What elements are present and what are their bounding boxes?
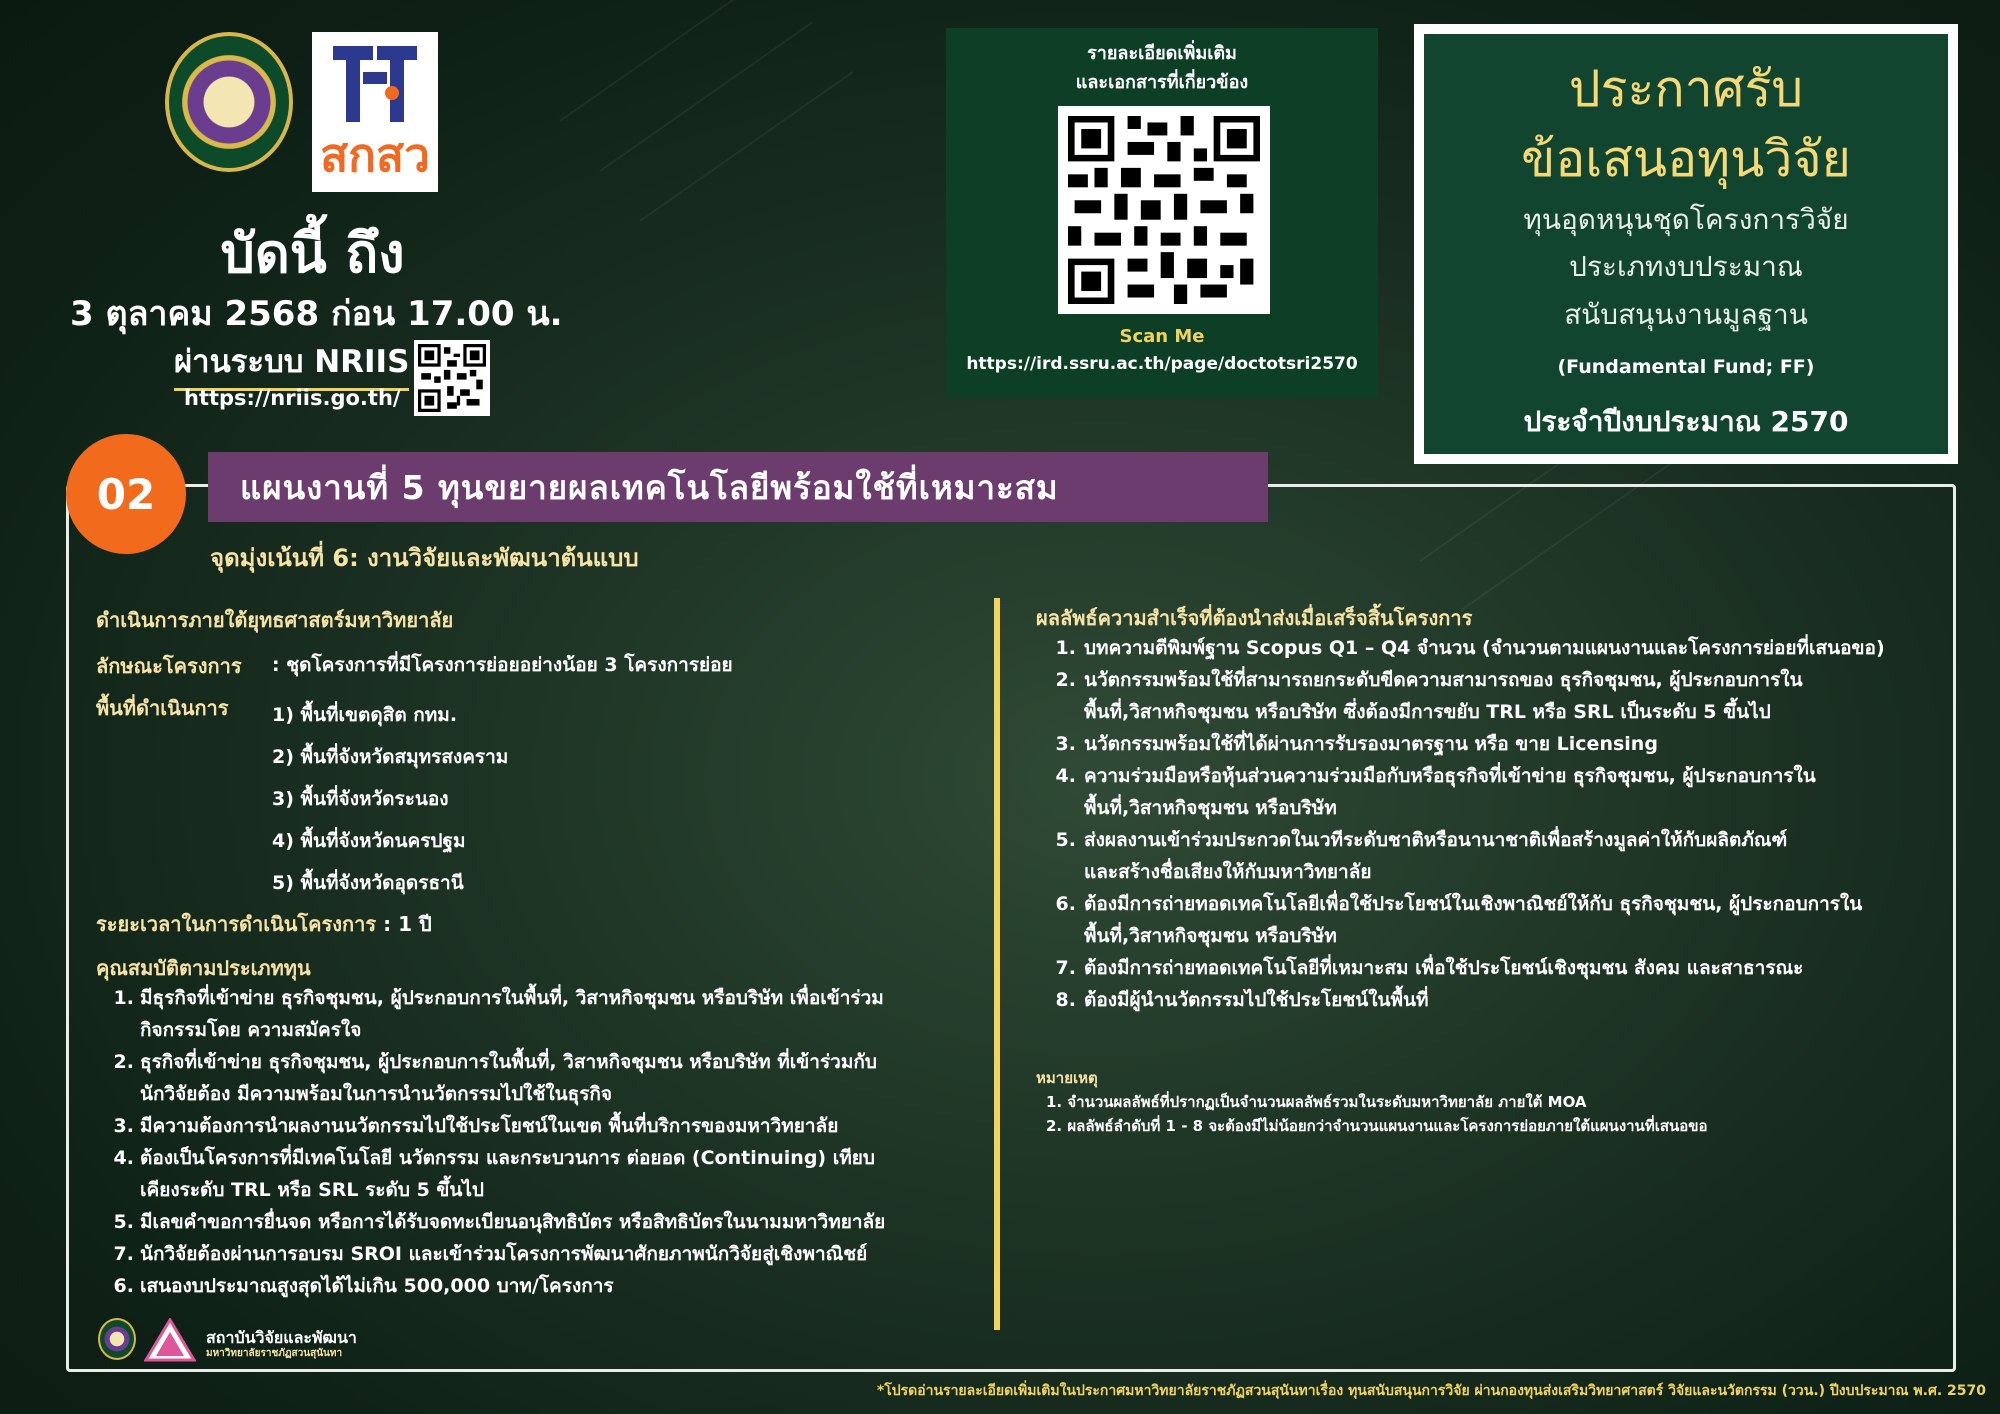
duration-label: ระยะเวลาในการดำเนินโครงการ [96,912,377,936]
deadline-date: 3 ตุลาคม 2568 ก่อน 17.00 น. [70,294,563,334]
list-item [96,1142,986,1206]
details-qr-code[interactable] [1058,106,1270,314]
list-item [1036,760,1948,824]
list-item [1036,664,1948,728]
duration-value: : 1 ปี [383,912,432,936]
item-line: มีความต้องการนำผลงานนวัตกรรมไปใช้ประโยชน์ในเขต พื้นที่บริการของมหาวิทยาลัย [140,1115,839,1137]
item-line: ส่งผลงานเข้าร่วมประกวดในเวทีระดับชาติหรือนานาชาติเพื่อสร้างมูลค่าให้กับผลิตภัณฑ์ [1084,829,1788,851]
footnote: *โปรดอ่านรายละเอียดเพิ่มเติมในประกาศมหาวิทยาลัยราชภัฏสวนสุนันทาเรื่อง ทุนสนับสนุนการวิจัย ผ่านกองทุนส่งเสริมวิทยาศาสตร์ วิจัยและนวัตกรรม (ววน.) ปีงบประมาณ พ.ศ. 2570 [876,1383,1986,1399]
list-item [96,1110,986,1142]
item-line: บทความตีพิมพ์ฐาน Scopus Q1 – Q4 จำนวน (จำนวนตามแผนงานและโครงการย่อยที่เสนอขอ) [1084,637,1885,659]
announcement-title-2: ข้อเสนอทุนวิจัย [1521,130,1851,188]
details-url-link[interactable]: https://ird.ssru.ac.th/page/doctotsri2570 [966,354,1358,374]
item-number: 6. [1055,893,1076,915]
scan-me-label: Scan Me [1119,326,1205,347]
fund-name: (Fundamental Fund; FF) [1557,356,1815,379]
list-item: 4) พื้นที่จังหวัดนครปฐม [272,830,466,852]
university-seal-logo [165,32,293,172]
item-number: 3. [113,1115,134,1137]
item-line: เคียงระดับ TRL หรือ SRL ระดับ 5 ขึ้นไป [140,1179,484,1201]
list-item: 3) พื้นที่จังหวัดระนอง [272,788,449,810]
background-stripe [559,0,773,122]
item-number: 4. [1055,765,1076,787]
item-line: ต้องมีการถ่ายทอดเทคโนโลยีที่เหมาะสม เพื่อใช้ประโยชน์เชิงชุมชน สังคม และสาธารณะ [1084,957,1804,979]
note-heading: หมายเหตุ [1036,1069,1098,1087]
item-line: นวัตกรรมพร้อมใช้ที่ได้ผ่านการรับรองมาตรฐาน หรือ ขาย Licensing [1084,733,1658,755]
triangle-logo-icon [144,1318,196,1362]
plan-title: แผนงานที่ 5 ทุนขยายผลเทคโนโลยีพร้อมใช้ที่เหมาะสม [208,452,1268,522]
item-line: ธุรกิจที่เข้าข่าย ธุรกิจชุมชน, ผู้ประกอบการในพื้นที่, วิสาหกิจชุมชน หรือบริษัท ที่เข้าร่วมกับ [140,1051,877,1073]
area-list [272,694,508,904]
item-line: ต้องมีผู้นำนวัตกรรมไปใช้ประโยชน์ในพื้นที่ [1084,989,1429,1011]
item-number: 6. [113,1275,134,1297]
item-line: นวัตกรรมพร้อมใช้ที่สามารถยกระดับขีดความสามารถของ ธุรกิจชุมชน, ผู้ประกอบการใน [1084,669,1803,691]
tsri-logo-text: สกสว [320,128,430,182]
strategy-heading: ดำเนินการภายใต้ยุทธศาสตร์มหาวิทยาลัย [96,608,454,632]
duration [96,908,432,940]
qualifications-list [96,982,986,1302]
project-type-label: ลักษณะโครงการ [96,654,242,678]
list-item [96,1046,986,1110]
announcement-sub-1: ทุนอุดหนุนชุดโครงการวิจัย [1523,203,1849,236]
list-item [1036,952,1948,984]
list-item [96,1238,986,1270]
list-item [96,1270,986,1302]
item-line: และสร้างชื่อเสียงให้กับมหาวิทยาลัย [1084,861,1372,883]
nriis-label: ผ่านระบบ NRIIS [174,336,409,391]
deadline-title: บัดนี้ ถึง [220,222,405,285]
list-item [1036,824,1948,888]
item-number: 7. [1055,957,1076,979]
item-number: 3. [1055,733,1076,755]
list-item: 1) พื้นที่เขตดุสิต กทม. [272,704,458,726]
list-item: 2) พื้นที่จังหวัดสมุทรสงคราม [272,746,509,768]
list-item [96,1206,986,1238]
item-number: 2. [1055,669,1076,691]
item-line: ต้องเป็นโครงการที่มีเทคโนโลยี นวัตกรรม และกระบวนการ ต่อยอด (Continuing) เทียบ [140,1147,875,1169]
list-item [96,982,986,1046]
details-qr-panel [946,28,1378,398]
announcement-box [1414,24,1958,464]
item-line: กิจกรรมโดย ความสมัครใจ [140,1019,362,1041]
item-number: 5. [113,1211,134,1233]
university-seal-logo-small [98,1318,136,1360]
item-line: เสนองบประมาณสูงสุดได้ไม่เกิน 500,000 บาท/โครงการ [140,1275,614,1297]
list-item [1036,632,1948,664]
column-divider [994,598,1000,1330]
announcement-title-1: ประกาศรับ [1568,60,1804,118]
fiscal-year: ประจำปีงบประมาณ 2570 [1523,405,1849,439]
nriis-url-link[interactable]: https://nriis.go.th/ [184,386,401,410]
tsri-mark-icon [333,42,417,126]
tsri-logo [312,32,438,192]
announcement-sub-3: สนับสนุนงานมูลฐาน [1564,297,1808,331]
outcomes-heading: ผลลัพธ์ความสำเร็จที่ต้องนำส่งเมื่อเสร็จสิ้นโครงการ [1036,606,1473,630]
list-item [1036,984,1948,1016]
org-subname: มหาวิทยาลัยราชภัฏสวนสุนันทา [206,1348,343,1359]
outcomes-list [1036,632,1948,1016]
qr-code-icon [418,344,486,412]
item-number: 5. [1055,829,1076,851]
area-label: พื้นที่ดำเนินการ [96,696,229,720]
background-stripe [639,71,853,222]
item-line: มีธุรกิจที่เข้าข่าย ธุรกิจชุมชน, ผู้ประกอบการในพื้นที่, วิสาหกิจชุมชน หรือบริษัท เพื่อเข้าร่วม [140,987,884,1009]
note-list [1046,1090,1708,1138]
item-line: พื้นที่,วิสาหกิจชุมชน หรือบริษัท [1084,925,1337,947]
list-item: 5) พื้นที่จังหวัดอุดรธานี [272,872,464,894]
item-number: 7. [113,1243,134,1265]
item-line: ต้องมีการถ่ายทอดเทคโนโลยีเพื่อใช้ประโยชน์ในเชิงพาณิชย์ให้กับ ธุรกิจชุมชน, ผู้ประกอบการใน [1084,893,1863,915]
item-line: นักวิจัยต้องผ่านการอบรม SROI และเข้าร่วมโครงการพัฒนาศักยภาพนักวิจัยสู่เชิงพาณิชย์ [140,1243,868,1265]
qr-panel-line2: และเอกสารที่เกี่ยวข้อง [1075,71,1249,93]
ird-logo [144,1318,196,1362]
project-type-value: : ชุดโครงการที่มีโครงการย่อยอย่างน้อย 3 โครงการย่อย [272,654,733,676]
qualifications-heading: คุณสมบัติตามประเภททุน [96,956,311,980]
list-item [1036,888,1948,952]
qr-code-icon [1068,116,1260,304]
item-number: 1. [113,987,134,1009]
item-line: ความร่วมมือหรือหุ้นส่วนความร่วมมือกับหรือธุรกิจที่เข้าข่าย ธุรกิจชุมชน, ผู้ประกอบการใน [1084,765,1816,787]
item-line: พื้นที่,วิสาหกิจชุมชน หรือบริษัท [1084,797,1337,819]
plan-number-badge: 02 [66,434,186,554]
item-number: 4. [113,1147,134,1169]
org-name: สถาบันวิจัยและพัฒนา [206,1328,357,1347]
nriis-qr-code[interactable] [414,340,490,416]
item-number: 8. [1055,989,1076,1011]
item-number: 1. [1055,637,1076,659]
background-stripe [599,21,813,172]
list-item: 2. ผลลัพธ์ลำดับที่ 1 - 8 จะต้องมีไม่น้อยกว่าจำนวนแผนงานและโครงการย่อยภายใต้แผนงานที่เสนอขอ [1046,1117,1708,1135]
item-number: 2. [113,1051,134,1073]
focus-area: จุดมุ่งเน้นที่ 6: งานวิจัยและพัฒนาต้นแบบ [210,544,639,572]
announcement-sub-2: ประเภทงบประมาณ [1569,250,1803,284]
qr-panel-line1: รายละเอียดเพิ่มเติม [1087,43,1237,64]
qr-panel-heading [946,40,1378,98]
item-line: นักวิจัยต้อง มีความพร้อมในการนำนวัตกรรมไปใช้ในธุรกิจ [140,1083,613,1105]
list-item [1036,728,1948,760]
item-line: พื้นที่,วิสาหกิจชุมชน หรือบริษัท ซึ่งต้องมีการขยับ TRL หรือ SRL เป็นระดับ 5 ขึ้นไป [1084,701,1771,723]
item-line: มีเลขคำขอการยื่นจด หรือการได้รับจดทะเบียนอนุสิทธิบัตร หรือสิทธิบัตรในนามมหาวิทยาลัย [140,1211,886,1233]
list-item: 1. จำนวนผลลัพธ์ที่ปรากฏเป็นจำนวนผลลัพธ์รวมในระดับมหาวิทยาลัย ภายใต้ MOA [1046,1093,1587,1111]
